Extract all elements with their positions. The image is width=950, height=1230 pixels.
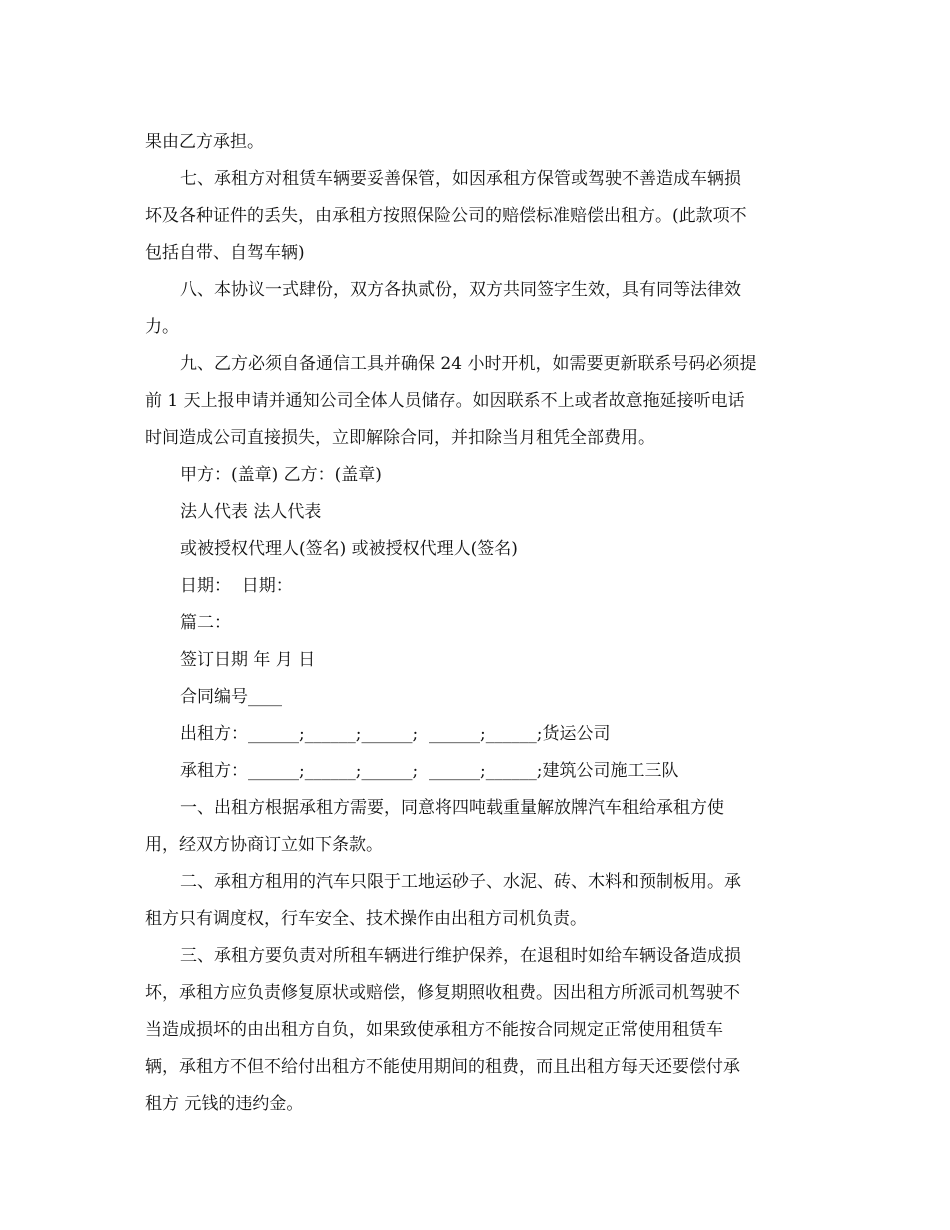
text-line: 时间造成公司直接损失，立即解除合同，并扣除当月租凭全部费用。 [145,428,655,448]
text-line: 果由乙方承担。 [145,132,264,152]
text-line: 租方只有调度权，行车安全、技术操作由出租方司机负责。 [145,909,587,929]
section-heading: 篇二： [180,613,231,633]
text-line: 前 1 天上报申请并通知公司全体人员储存。如因联系不上或者故意拖延接听电话 [145,391,745,411]
text-line: 用，经双方协商订立如下条款。 [145,835,383,855]
text-line: 力。 [145,317,179,337]
text-line: 法人代表 法人代表 [180,502,322,522]
text-line: 坏，承租方应负责修复原状或赔偿，修复期照收租费。因出租方所派司机驾驶不 [145,983,740,1003]
text-line: 包括自带、自驾车辆) [145,243,305,263]
text-line: 租方 元钱的违约金。 [145,1094,304,1114]
text-line: 七、承租方对租赁车辆要妥善保管，如因承租方保管或驾驶不善造成车辆损 [180,169,741,189]
text-line: 三、承租方要负责对所租车辆进行维护保养，在退租时如给车辆设备造成损 [180,946,741,966]
text-line: 九、乙方必须自备通信工具并确保 24 小时开机，如需要更新联系号码必须提 [180,354,757,374]
text-line: 当造成损坏的由出租方自负，如果致使承租方不能按合同规定正常使用租赁车 [145,1020,723,1040]
text-line: 日期： 日期： [180,576,293,596]
text-line: 或被授权代理人(签名) 或被授权代理人(签名) [180,539,518,559]
text-line: 签订日期 年 月 日 [180,650,316,670]
text-line: 甲方：(盖章) 乙方：(盖章) [180,465,382,485]
text-line: 合同编号____ [180,687,282,707]
text-line: 一、出租方根据承租方需要，同意将四吨载重量解放牌汽车租给承租方使 [180,798,724,818]
text-line: 出租方：______;______;______; ______;______;货运公司 [180,724,611,744]
text-line: 八、本协议一式肆份，双方各执贰份，双方共同签字生效，具有同等法律效 [180,280,741,300]
text-line: 二、承租方租用的汽车只限于工地运砂子、水泥、砖、木料和预制板用。承 [180,872,741,892]
text-line: 辆，承租方不但不给付出租方不能使用期间的租费，而且出租方每天还要偿付承 [145,1057,740,1077]
text-line: 承租方：______;______;______; ______;______;建筑公司施工三队 [180,761,679,781]
text-line: 坏及各种证件的丢失，由承租方按照保险公司的赔偿标准赔偿出租方。(此款项不 [145,206,747,226]
